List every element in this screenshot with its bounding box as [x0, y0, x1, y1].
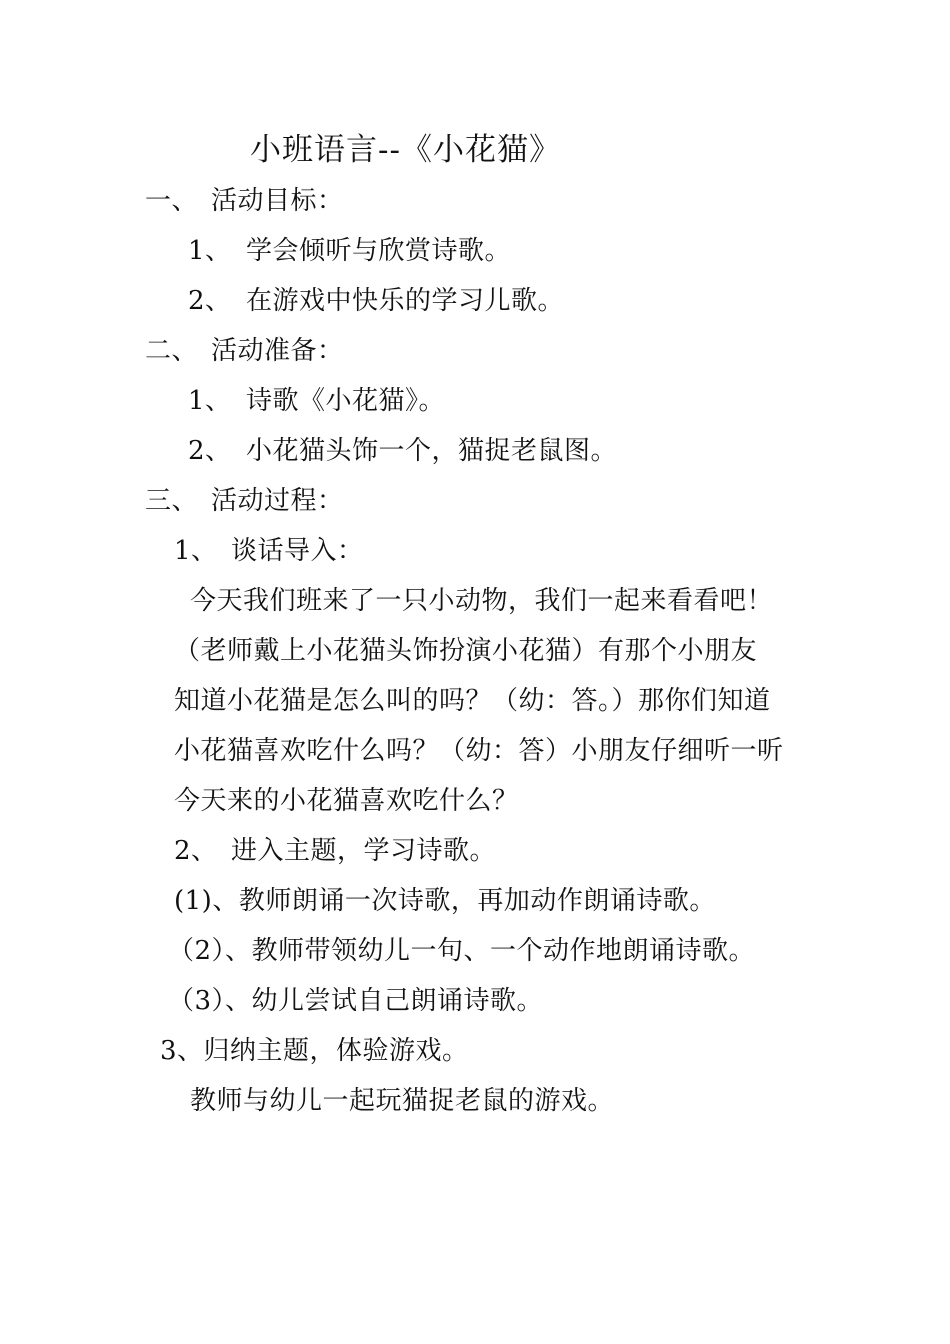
item-text: 诗歌《小花猫》。	[246, 386, 446, 416]
sub-item: （2）、教师带领幼儿一句、一个动作地朗诵诗歌。	[168, 936, 756, 966]
section-number: 二、	[145, 336, 199, 366]
paragraph-line: 知道小花猫是怎么叫的吗？（幼：答。）那你们知道	[174, 686, 771, 716]
paragraph-line: 今天我们班来了一只小动物，我们一起来看看吧！	[190, 586, 774, 616]
item-number: 1、	[188, 386, 232, 416]
section-heading-text: 活动目标：	[211, 186, 344, 216]
list-item	[188, 234, 511, 268]
item-number: 2、	[188, 436, 232, 466]
list-item	[188, 284, 564, 318]
step-heading	[174, 834, 496, 868]
section-heading-text: 活动准备：	[211, 336, 344, 366]
list-item	[188, 434, 617, 468]
paragraph-line: 小花猫喜欢吃什么吗？（幼：答）小朋友仔细听一听	[174, 736, 784, 766]
section-heading-goals	[145, 184, 344, 218]
step-number: 2、	[174, 836, 218, 866]
paragraph-line: 教师与幼儿一起玩猫捉老鼠的游戏。	[190, 1086, 615, 1116]
item-text: 学会倾听与欣赏诗歌。	[246, 236, 512, 266]
step-number: 1、	[174, 536, 218, 566]
list-item	[188, 384, 445, 418]
item-text: 在游戏中快乐的学习儿歌。	[246, 286, 565, 316]
sub-item: (1)、教师朗诵一次诗歌，再加动作朗诵诗歌。	[174, 886, 716, 916]
item-number: 1、	[188, 236, 232, 266]
step-heading	[174, 534, 364, 568]
section-heading-text: 活动过程：	[211, 486, 344, 516]
paragraph-line: （老师戴上小花猫头饰扮演小花猫）有那个小朋友	[174, 636, 758, 666]
item-text: 小花猫头饰一个，猫捉老鼠图。	[246, 436, 618, 466]
item-number: 2、	[188, 286, 232, 316]
section-number: 三、	[145, 486, 199, 516]
section-number: 一、	[145, 186, 199, 216]
step-text: 进入主题，学习诗歌。	[231, 836, 497, 866]
section-heading-preparation	[145, 334, 344, 368]
sub-item: （3）、幼儿尝试自己朗诵诗歌。	[168, 986, 544, 1016]
step-heading: 3、归纳主题，体验游戏。	[160, 1036, 469, 1066]
section-heading-process	[145, 484, 344, 518]
paragraph-line: 今天来的小花猫喜欢吃什么？	[174, 786, 519, 816]
step-text: 谈话导入：	[231, 536, 364, 566]
document-title: 小班语言--《小花猫》	[250, 132, 561, 168]
